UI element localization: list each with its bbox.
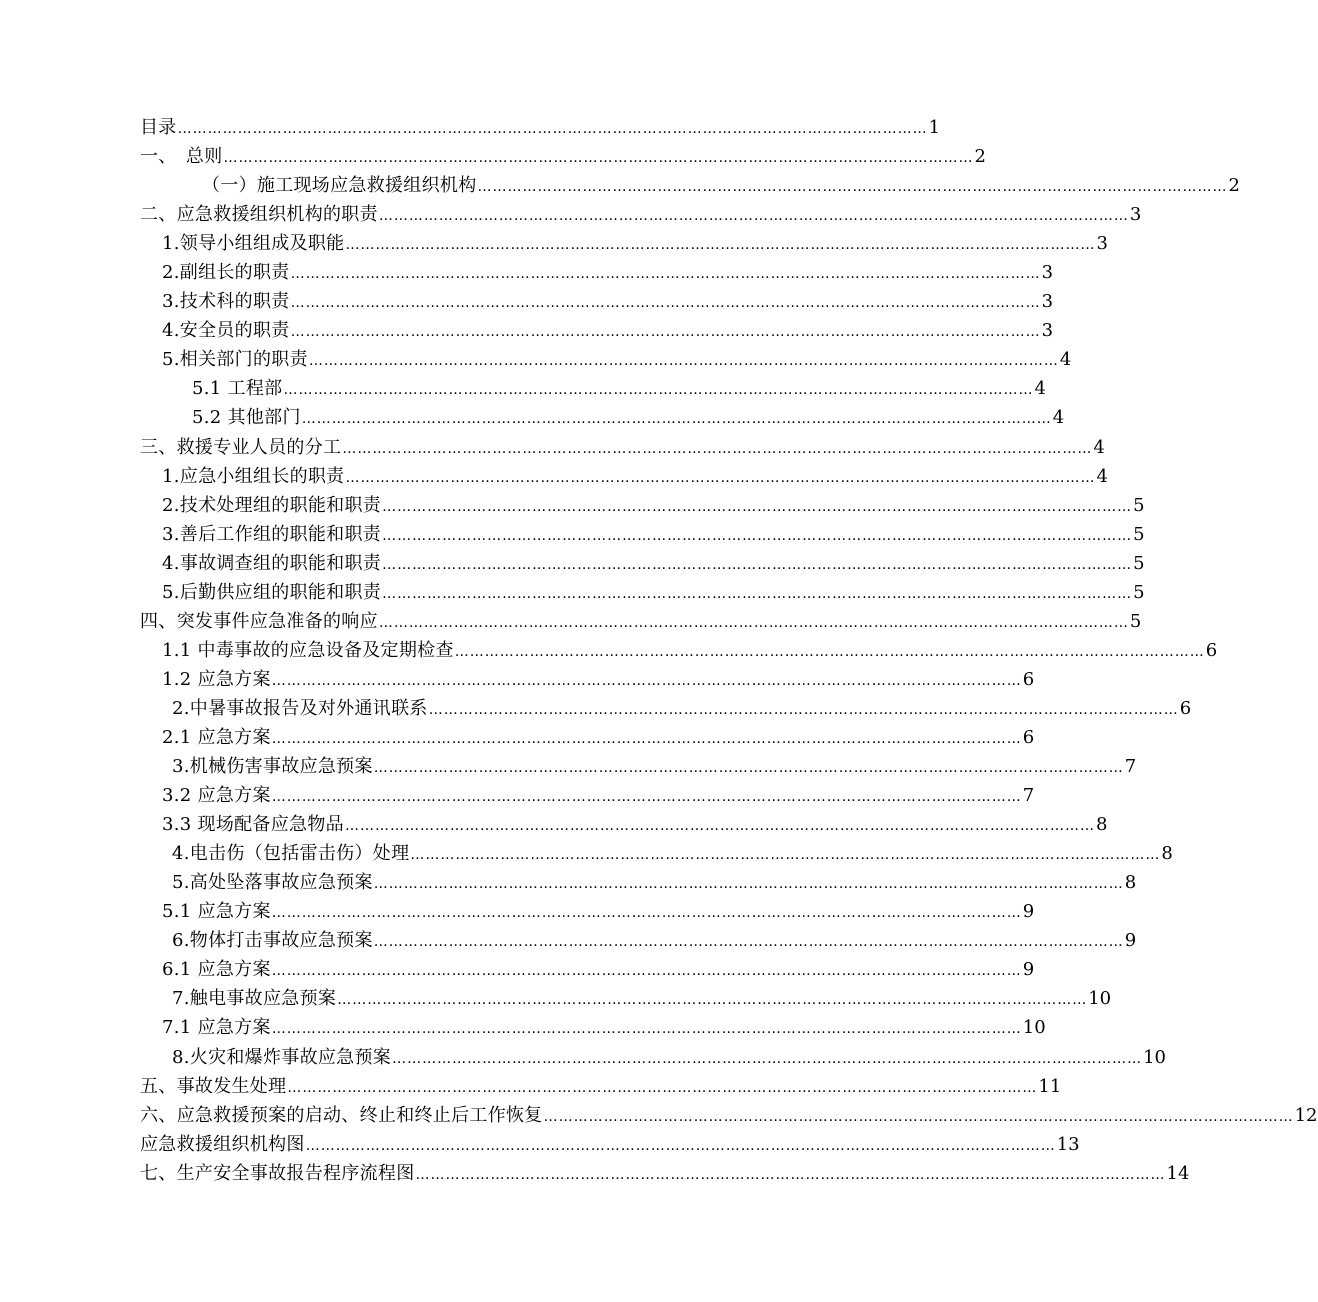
- toc-dot-leader: ……………………………………………………………………………………………………………………………………: [287, 1079, 1038, 1096]
- toc-entry-label: 7.触电事故应急预案: [172, 988, 337, 1010]
- toc-entry[interactable]: [140, 520, 1145, 549]
- toc-dot-leader: ……………………………………………………………………………………………………………………………………: [271, 1021, 1022, 1038]
- toc-dot-leader: ……………………………………………………………………………………………………………………………………: [342, 440, 1093, 457]
- toc-entry[interactable]: [140, 491, 1145, 520]
- toc-entry-page-number: 13: [1056, 1133, 1080, 1155]
- toc-entry[interactable]: [140, 926, 1137, 955]
- toc-entry[interactable]: [140, 810, 1108, 839]
- toc-dot-leader: ……………………………………………………………………………………………………………………………………: [271, 672, 1022, 689]
- toc-entry-label: 应急救援组织机构图: [140, 1133, 305, 1155]
- toc-entry-page-number: 2: [1228, 175, 1240, 197]
- toc-entry[interactable]: [140, 665, 1035, 694]
- toc-entry[interactable]: [140, 868, 1137, 897]
- toc-entry[interactable]: [140, 781, 1035, 810]
- toc-entry-page-number: 4: [1093, 436, 1105, 458]
- toc-entry[interactable]: [140, 462, 1108, 491]
- toc-entry-label: 一、 总则: [140, 146, 223, 168]
- toc-entry-page-number: 10: [1143, 1046, 1166, 1068]
- toc-entry-page-number: 3: [1041, 291, 1054, 313]
- toc-entry-page-number: 7: [1124, 756, 1137, 778]
- toc-dot-leader: ……………………………………………………………………………………………………………………………………: [428, 701, 1179, 718]
- toc-dot-leader: ……………………………………………………………………………………………………………………………………: [223, 150, 974, 167]
- toc-entry-page-number: 5: [1133, 552, 1145, 574]
- toc-dot-leader: ……………………………………………………………………………………………………………………………………: [271, 789, 1022, 806]
- toc-dot-leader: ……………………………………………………………………………………………………………………………………: [345, 469, 1096, 486]
- toc-entry-page-number: 4: [1096, 465, 1108, 487]
- toc-entry-label: 3.善后工作组的职能和职责: [162, 523, 382, 545]
- toc-entry[interactable]: [140, 578, 1145, 607]
- toc-entry-page-number: 5: [1133, 523, 1145, 545]
- toc-dot-leader: ……………………………………………………………………………………………………………………………………: [382, 527, 1133, 544]
- toc-entry-page-number: 14: [1166, 1162, 1190, 1184]
- toc-entry[interactable]: [140, 984, 1112, 1013]
- toc-entry-page-number: 9: [1124, 930, 1137, 952]
- toc-entry-label: 4.事故调查组的职能和职责: [162, 552, 382, 574]
- toc-dot-leader: ……………………………………………………………………………………………………………………………………: [308, 353, 1059, 370]
- toc-entry[interactable]: [140, 200, 1142, 229]
- toc-entry-page-number: 1: [928, 117, 941, 138]
- toc-dot-leader: ……………………………………………………………………………………………………………………………………: [378, 614, 1129, 631]
- toc-entry-label: 5.2 其他部门: [192, 407, 301, 429]
- toc-entry-page-number: 6: [1022, 668, 1035, 690]
- toc-entry-label: 3.3 现场配备应急物品: [162, 814, 344, 836]
- toc-entry-page-number: 12: [1294, 1104, 1318, 1126]
- toc-entry-label: 3.技术科的职责: [162, 291, 290, 313]
- toc-entry[interactable]: [140, 1072, 1062, 1101]
- toc-entry[interactable]: [140, 1013, 1046, 1042]
- toc-entry-label: 六、应急救援预案的启动、终止和终止后工作恢复: [140, 1104, 543, 1126]
- toc-entry-label: 6.1 应急方案: [162, 959, 271, 981]
- toc-dot-leader: ……………………………………………………………………………………………………………………………………: [382, 498, 1133, 515]
- toc-entry[interactable]: [140, 113, 941, 142]
- toc-dot-leader: ……………………………………………………………………………………………………………………………………: [392, 1050, 1143, 1067]
- toc-entry-page-number: 11: [1038, 1075, 1062, 1097]
- toc-entry[interactable]: [140, 287, 1054, 316]
- toc-entry[interactable]: [140, 1101, 1318, 1130]
- toc-entry[interactable]: [140, 374, 1046, 403]
- toc-entry-page-number: 9: [1022, 901, 1035, 923]
- toc-entry-label: 目录: [140, 117, 177, 138]
- toc-entry-label: 五、事故发生处理: [140, 1075, 287, 1097]
- toc-entry-label: 4.电击伤（包括雷击伤）处理: [172, 843, 410, 865]
- toc-dot-leader: ……………………………………………………………………………………………………………………………………: [283, 382, 1034, 399]
- toc-entry-page-number: 8: [1095, 814, 1108, 836]
- toc-entry-label: 二、应急救援组织机构的职责: [140, 204, 378, 226]
- toc-entry[interactable]: [140, 1130, 1080, 1159]
- toc-entry-page-number: 5: [1129, 610, 1142, 632]
- toc-entry-label: 8.火灾和爆炸事故应急预案: [172, 1046, 392, 1068]
- toc-entry[interactable]: [140, 142, 986, 171]
- toc-entry[interactable]: [140, 229, 1108, 258]
- toc-entry-label: 6.物体打击事故应急预案: [172, 930, 373, 952]
- toc-entry-page-number: 2: [974, 146, 986, 168]
- toc-dot-leader: ……………………………………………………………………………………………………………………………………: [301, 411, 1052, 428]
- toc-entry[interactable]: [140, 1043, 1166, 1072]
- toc-entry-page-number: 4: [1034, 378, 1046, 400]
- toc-entry-label: 1.领导小组组成及职能: [162, 233, 345, 255]
- toc-entry[interactable]: [140, 549, 1145, 578]
- toc-dot-leader: ……………………………………………………………………………………………………………………………………: [344, 818, 1095, 835]
- toc-entry[interactable]: [140, 316, 1054, 345]
- toc-entry-page-number: 8: [1161, 843, 1173, 865]
- toc-entry-label: 7.1 应急方案: [162, 1017, 271, 1039]
- toc-dot-leader: ……………………………………………………………………………………………………………………………………: [290, 266, 1041, 283]
- toc-entry-page-number: 5: [1133, 581, 1145, 603]
- toc-entry-label: 2.1 应急方案: [162, 726, 271, 748]
- toc-entry-label: 5.1 工程部: [192, 378, 283, 400]
- toc-entry-label: 4.安全员的职责: [162, 320, 290, 342]
- toc-entry-page-number: 3: [1129, 204, 1142, 226]
- toc-entry[interactable]: [140, 694, 1192, 723]
- toc-dot-leader: ……………………………………………………………………………………………………………………………………: [337, 992, 1088, 1009]
- toc-entry[interactable]: [140, 723, 1035, 752]
- toc-entry[interactable]: [140, 607, 1142, 636]
- toc-entry[interactable]: [140, 839, 1173, 868]
- toc-entry-page-number: 4: [1059, 349, 1072, 371]
- toc-entry-label: 1.1 中毒事故的应急设备及定期检查: [162, 639, 454, 661]
- toc-entry-page-number: 6: [1205, 639, 1218, 661]
- toc-dot-leader: ……………………………………………………………………………………………………………………………………: [415, 1166, 1166, 1183]
- toc-dot-leader: ……………………………………………………………………………………………………………………………………: [271, 963, 1022, 980]
- toc-entry[interactable]: [140, 1159, 1190, 1188]
- toc-entry-page-number: 3: [1041, 320, 1054, 342]
- toc-entry-label: 5.高处坠落事故应急预案: [172, 872, 373, 894]
- toc-entry-page-number: 6: [1179, 697, 1192, 719]
- toc-dot-leader: ……………………………………………………………………………………………………………………………………: [373, 760, 1124, 777]
- toc-dot-leader: ……………………………………………………………………………………………………………………………………: [378, 208, 1129, 225]
- toc-entry-label: 1.2 应急方案: [162, 668, 271, 690]
- toc-dot-leader: ……………………………………………………………………………………………………………………………………: [373, 876, 1124, 893]
- toc-dot-leader: ……………………………………………………………………………………………………………………………………: [477, 179, 1228, 196]
- toc-dot-leader: ……………………………………………………………………………………………………………………………………: [177, 121, 928, 137]
- toc-entry-label: 5.相关部门的职责: [162, 349, 308, 371]
- toc-entry-page-number: 4: [1052, 407, 1065, 429]
- toc-dot-leader: ……………………………………………………………………………………………………………………………………: [543, 1108, 1294, 1125]
- toc-entry-label: 2.技术处理组的职能和职责: [162, 494, 382, 516]
- toc-entry-label: 5.1 应急方案: [162, 901, 271, 923]
- toc-dot-leader: ……………………………………………………………………………………………………………………………………: [305, 1137, 1056, 1154]
- toc-entry[interactable]: [140, 345, 1072, 374]
- toc-entry-label: 3.2 应急方案: [162, 785, 271, 807]
- toc-entry-label: 1.应急小组组长的职责: [162, 465, 345, 487]
- toc-entry[interactable]: [140, 955, 1035, 984]
- toc-dot-leader: ……………………………………………………………………………………………………………………………………: [271, 905, 1022, 922]
- toc-dot-leader: ……………………………………………………………………………………………………………………………………: [382, 585, 1133, 602]
- toc-entry-page-number: 7: [1022, 785, 1035, 807]
- toc-dot-leader: ……………………………………………………………………………………………………………………………………: [290, 324, 1041, 341]
- toc-entry-label: 2.中暑事故报告及对外通讯联系: [172, 697, 428, 719]
- toc-entry[interactable]: [140, 636, 1218, 665]
- toc-entry-page-number: 10: [1022, 1017, 1046, 1039]
- toc-entry-page-number: 10: [1088, 988, 1112, 1010]
- toc-entry-page-number: 3: [1041, 262, 1054, 284]
- table-of-contents: [140, 113, 1318, 1188]
- toc-entry-label: （一）施工现场应急救援组织机构: [202, 175, 477, 197]
- toc-dot-leader: ……………………………………………………………………………………………………………………………………: [373, 934, 1124, 951]
- toc-entry-page-number: 8: [1124, 872, 1137, 894]
- toc-entry-label: 2.副组长的职责: [162, 262, 290, 284]
- toc-dot-leader: ……………………………………………………………………………………………………………………………………: [382, 556, 1133, 573]
- toc-dot-leader: ……………………………………………………………………………………………………………………………………: [345, 237, 1096, 254]
- toc-entry[interactable]: [140, 403, 1065, 432]
- toc-dot-leader: ……………………………………………………………………………………………………………………………………: [410, 847, 1161, 864]
- toc-dot-leader: ……………………………………………………………………………………………………………………………………: [454, 643, 1205, 660]
- toc-entry-page-number: 9: [1022, 959, 1035, 981]
- toc-entry-label: 三、救援专业人员的分工: [140, 436, 342, 458]
- toc-entry[interactable]: [140, 433, 1105, 462]
- toc-entry-label: 四、突发事件应急准备的响应: [140, 610, 378, 632]
- toc-entry-page-number: 5: [1133, 494, 1145, 516]
- toc-dot-leader: ……………………………………………………………………………………………………………………………………: [290, 295, 1041, 312]
- toc-entry-label: 七、生产安全事故报告程序流程图: [140, 1162, 415, 1184]
- toc-entry-page-number: 6: [1022, 726, 1035, 748]
- toc-entry[interactable]: [140, 752, 1137, 781]
- toc-entry[interactable]: [140, 897, 1035, 926]
- toc-entry-label: 3.机械伤害事故应急预案: [172, 756, 373, 778]
- toc-entry[interactable]: [140, 258, 1054, 287]
- toc-entry[interactable]: [140, 171, 1240, 200]
- toc-entry-label: 5.后勤供应组的职能和职责: [162, 581, 382, 603]
- toc-dot-leader: ……………………………………………………………………………………………………………………………………: [271, 730, 1022, 747]
- toc-entry-page-number: 3: [1096, 233, 1108, 255]
